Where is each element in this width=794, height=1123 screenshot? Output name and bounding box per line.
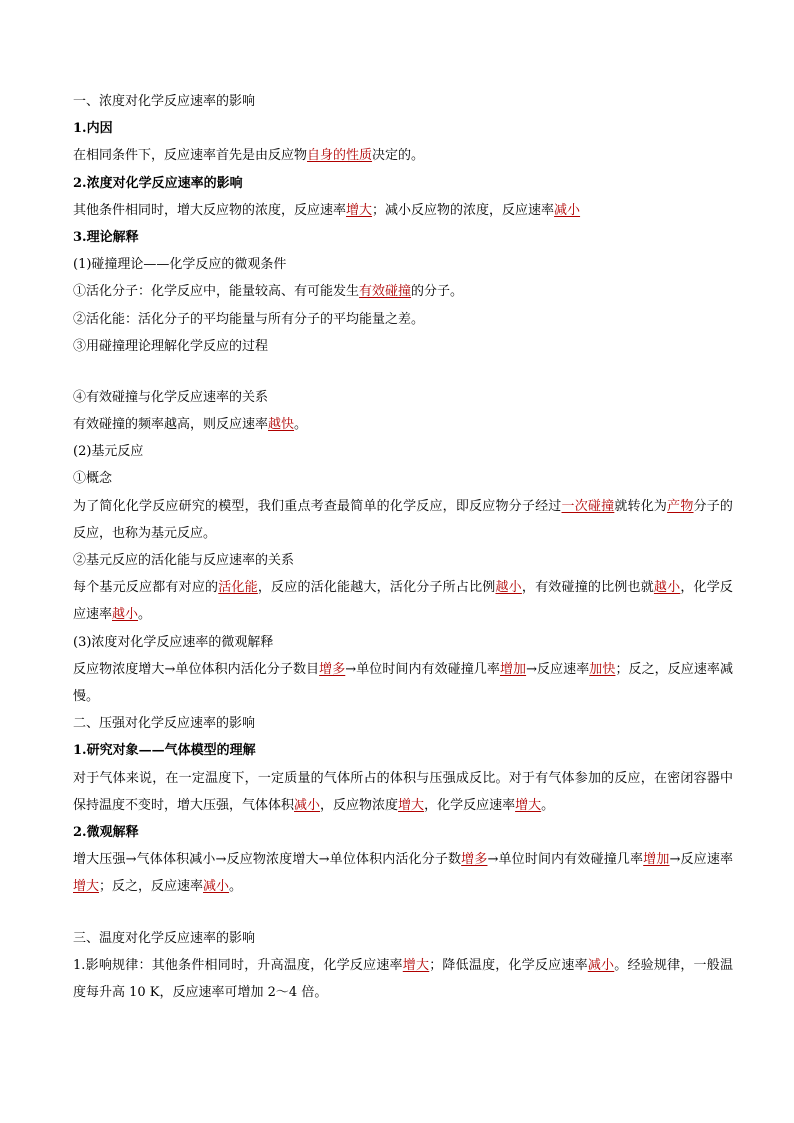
answer-text: 增多 <box>461 852 488 868</box>
answer-text: 增大 <box>346 202 373 218</box>
answer-text: 越小 <box>653 580 681 596</box>
text-span: →单位时间内有效碰撞几率 <box>345 661 500 677</box>
text-span: 反应物浓度增大→单位体积内活化分子数目 <box>73 661 320 677</box>
text-span: ；反之，反应速率减慢。 <box>73 661 733 705</box>
text-span: ②基元反应的活化能与反应速率的关系 <box>73 553 295 569</box>
text-line <box>73 170 733 197</box>
text-span: ；降低温度，化学反应速率 <box>429 957 588 973</box>
text-span: ，有效碰撞的比例也就 <box>521 580 654 596</box>
text-span: →反应速率 <box>526 661 590 677</box>
text-line <box>73 411 733 438</box>
text-span: ②活化能：活化分子的平均能量与所有分子的平均能量之差。 <box>73 311 425 327</box>
text-span: 。 <box>541 797 555 813</box>
text-span: →反应速率 <box>669 852 733 868</box>
text-span: 有效碰撞的频率越高，则反应速率 <box>73 417 269 433</box>
text-span: 3.理论解释 <box>73 229 139 245</box>
text-span: 。 <box>294 417 308 433</box>
text-line <box>73 306 733 333</box>
text-line <box>73 333 733 360</box>
text-span: 。 <box>138 607 152 623</box>
text-span: (3)浓度对化学反应速率的微观解释 <box>73 634 274 650</box>
answer-text: 越小 <box>495 580 522 596</box>
blank-line <box>73 901 733 925</box>
text-span: 1.内因 <box>73 121 113 137</box>
answer-text: 增大 <box>515 797 542 813</box>
text-span: 对于气体来说，在一定温度下，一定质量的气体所占的体积与压强成反比。对于有气体参加的反应，在密闭容器中保持温度不变时，增大压强，气体体积 <box>73 770 733 813</box>
answer-text: 越小 <box>112 607 139 623</box>
answer-text: 减小 <box>587 957 615 973</box>
text-span: 决定的。 <box>372 148 425 164</box>
text-span: 二、压强对化学反应速率的影响 <box>73 716 256 732</box>
answer-text: 加快 <box>589 661 616 677</box>
text-span: 一、浓度对化学反应速率的影响 <box>73 94 256 109</box>
text-span: 2.浓度对化学反应速率的影响 <box>73 175 243 191</box>
text-span: ③用碰撞理论理解化学反应的过程 <box>73 338 269 354</box>
text-line <box>73 142 733 169</box>
text-span: ，化学反应速率 <box>424 797 516 813</box>
text-line <box>73 278 733 305</box>
text-line <box>73 384 733 411</box>
text-span: 。 <box>229 879 243 895</box>
text-span: →单位时间内有效碰撞几率 <box>487 852 644 868</box>
text-span: ，反应的活化能越大，活化分子所占比例 <box>257 580 496 596</box>
answer-text: 产物 <box>667 498 694 514</box>
answer-text: 增加 <box>643 852 670 868</box>
text-line <box>73 197 733 224</box>
text-line <box>73 737 733 764</box>
text-span: 三、温度对化学反应速率的影响 <box>73 930 256 946</box>
text-line <box>73 765 733 819</box>
text-line <box>73 251 733 278</box>
text-line <box>73 574 733 628</box>
answer-text: 有效碰撞 <box>359 284 412 300</box>
answer-text: 自身的性质 <box>307 148 373 164</box>
text-span: 2.微观解释 <box>73 825 139 840</box>
text-span: 增大压强→气体体积减小→反应物浓度增大→单位体积内活化分子数 <box>73 852 462 868</box>
text-span: ，化学反应速率 <box>73 580 733 623</box>
text-span: 为了简化化学反应研究的模型，我们重点考查最简单的化学反应，即反应物分子经过 <box>73 498 562 514</box>
text-line <box>73 465 733 492</box>
text-line <box>73 493 733 547</box>
text-span: 1.影响规律：其他条件相同时，升高温度，化学反应速率 <box>73 957 403 973</box>
answer-text: 增大 <box>398 797 425 813</box>
text-line <box>73 438 733 465</box>
text-line <box>73 656 733 710</box>
text-line <box>73 846 733 900</box>
text-span: ；减小反应物的浓度，反应速率 <box>372 202 555 218</box>
answer-text: 增大 <box>402 957 430 973</box>
text-span: ①活化分子：化学反应中，能量较高、有可能发生 <box>73 284 360 300</box>
text-span: 分子的反应，也称为基元反应。 <box>73 498 733 541</box>
answer-text: 减小 <box>554 202 581 218</box>
text-line <box>73 710 733 737</box>
answer-text: 增多 <box>319 661 346 677</box>
text-span: ，反应物浓度 <box>320 797 399 813</box>
text-span: ①概念 <box>73 471 113 487</box>
text-line <box>73 115 733 142</box>
text-line <box>73 952 733 1006</box>
document-body <box>73 88 733 1006</box>
text-line <box>73 224 733 251</box>
text-span: 1.研究对象——气体模型的理解 <box>73 743 256 759</box>
text-span: 在相同条件下，反应速率首先是由反应物 <box>73 148 308 164</box>
text-span: (2)基元反应 <box>73 444 144 460</box>
answer-text: 增大 <box>73 879 100 895</box>
answer-text: 一次碰撞 <box>561 498 615 514</box>
text-span: 就转化为 <box>614 498 668 514</box>
blank-line <box>73 360 733 384</box>
text-span: ④有效碰撞与化学反应速率的关系 <box>73 389 269 405</box>
text-line <box>73 88 733 115</box>
text-line <box>73 925 733 952</box>
answer-text: 增加 <box>499 661 527 677</box>
text-span: (1)碰撞理论——化学反应的微观条件 <box>73 257 287 273</box>
answer-text: 减小 <box>203 879 230 895</box>
text-line <box>73 629 733 656</box>
answer-text: 减小 <box>294 797 321 813</box>
text-span: 。经验规律，一般温度每升高 10 K，反应速率可增加 2～4 倍。 <box>73 957 733 1000</box>
text-span: 的分子。 <box>411 284 464 300</box>
text-line <box>73 819 733 846</box>
text-span: 其他条件相同时，增大反应物的浓度，反应速率 <box>73 202 347 218</box>
text-line <box>73 547 733 574</box>
answer-text: 越快 <box>268 417 295 433</box>
answer-text: 活化能 <box>218 580 258 596</box>
text-span: 每个基元反应都有对应的 <box>73 580 219 596</box>
text-span: ；反之，反应速率 <box>99 879 204 895</box>
